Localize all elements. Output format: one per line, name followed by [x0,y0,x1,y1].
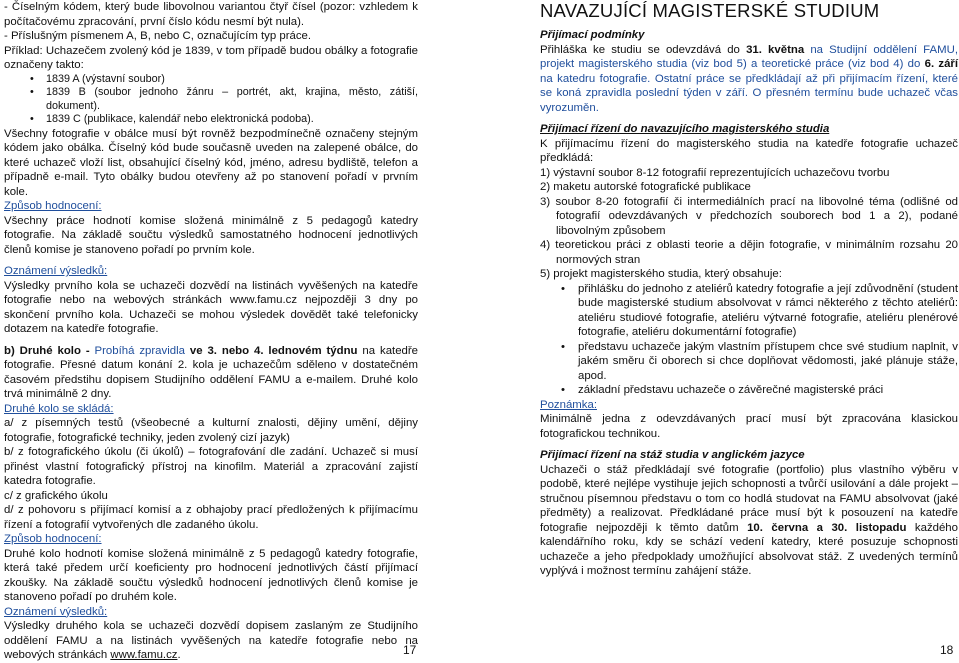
code-rule-2: - Příslušným písmenem A, B, nebo C, označujícím typ práce. [4,30,312,42]
requirement-1: 1) výstavní soubor 8-12 fotografií reprezentujících uchazečovu tvorbu [540,166,890,179]
internship-deadlines: 10. června a 30. listopadu [747,521,907,534]
requirement-2: 2) maketu autorské fotografické publikace [540,181,751,193]
part-c: c/ z grafického úkolu [4,489,108,502]
left-column [4,0,418,663]
deadline-may: 31. května [746,43,805,56]
requirement-4: 4) teoretickou práci z oblasti teorie a dějin fotografie, v minimálním rozsahu 20 normových stran [540,239,958,266]
heading-english-internship: Přijímací řízení na stáž studia v anglickém jazyce [540,449,805,461]
deadline-september: 6. září [924,58,958,70]
heading-results-2: Oznámení výsledků: [4,605,108,618]
procedure-intro: K přijímacímu řízení do magisterského studia na katedře fotografie uchazeč předkládá: [540,137,958,164]
heading-second-round-parts: Druhé kolo se skládá: [4,402,114,415]
example-item-c: • 1839 C (publikace, kalendář nebo elektronická podoba). [4,113,418,127]
heading-admission-conditions: Přijímací podmínky [540,29,645,41]
project-item-2: • představu uchazeče jakým vlastním přístupem chce své studium naplnit, v jakém směru či oborech si chce doplňovat vědomosti, jaké plánuje stáže, apod. [540,340,958,384]
part-a: a/ z písemných testů (všeobecné a kulturní znalosti, dějiny umění, dějiny fotografie, fotografické techniky, jeden zvolený cizí jazyk) [4,417,418,444]
requirement-5: 5) projekt magisterského studia, který obsahuje: [540,268,782,280]
requirement-3: 3) soubor 8-20 fotografií či intermediálních prací na libovolné téma (odlišné od fotografií odevzdávaných v předchozích souborech bod 1 a 2), podané libovolným způsobem [540,195,958,237]
second-round-date: ve 3. nebo 4. lednovém týdnu [189,344,358,357]
part-d: d/ z pohovoru s přijímací komisí a z obhajoby prací předložených k přijímacímu řízení a fotografií vytvořených dle zadaného úkolu. [4,504,418,531]
part-b: b/ z fotografického úkolu (či úkolů) – fotografování dle zadání. Uchazeč si musí přinést vlastní fotografický přístroj na kinofilm. Materiál a zpracování zajistí katedra fotografie. [4,446,418,487]
heading-evaluation-1: Způsob hodnocení: [4,200,102,212]
example-item-b: • 1839 B (soubor jednoho žánru – portrét, akt, krajina, město, zátiší, dokument). [4,86,418,113]
example-intro: Příklad: Uchazečem zvolený kód je 1839, v tom případě budou obálky a fotografie označeny takto: [4,44,418,71]
heading-results-1: Oznámení výsledků: [4,265,108,277]
results-paragraph-2: Výsledky druhého kola se uchazeči dozvědí dopisem zaslaným ze Studijního oddělení FAMU a na listinách vyvěšených na katedře fotografie nebo na webových stránkách www.famu.cz. [4,620,418,661]
page-number-left: 17 [403,643,417,657]
heading-evaluation-2: Způsob hodnocení: [4,533,102,545]
code-rule-1: - Číselným kódem, který bude libovolnou variantou čtyř čísel (pozor: vzhledem k počítačovému zpracování, první číslo kódu nesmí být nula). [4,1,418,28]
right-column [540,0,958,579]
internship-paragraph: Uchazeči o stáž předkládají své fotografie (portfolio) plus vlastního výběru v podobě, které nejlépe vystihuje jejich schopnosti a tvůrčí usilování a dále projekt – stručnou písemnou představu o tom co hodlá studovat na FAMU absolvovat (jaké předměty) a realizovat. Předkládané práce musí být k posouzení na katedře fotografie nejpozději k těmto datům 10. června a 30. listopadu každého kalendářního roku, kdy se schází vedení katedry, které posuzuje schopnosti uchazeče a jeho předpoklady umožňující absolvovat stáž. Z uvedených termínů vyplývá i možnost termínu zahájení stáže. [540,463,958,577]
project-item-3: • základní představu uchazeče o závěrečné magisterské práci [540,383,958,398]
heading-note: Poznámka: [540,398,597,411]
page-title: NAVAZUJÍCÍ MAGISTERSKÉ STUDIUM [540,0,880,21]
evaluation-paragraph-1: Všechny práce hodnotí komise složená minimálně z 5 pedagogů katedry fotografie. Na základě součtu výsledků samostatného hodnocení jednotlivých členů komise je stanoveno pořadí po prvním kole. [4,214,418,256]
example-item-a: • 1839 A (výstavní soubor) [4,73,418,87]
second-round-label: b) Druhé kolo - [4,344,90,357]
application-paragraph: Přihláška ke studiu se odevzdává do 31. května na Studijní oddělení FAMU, projekt magisterského studia (viz bod 5) a teoretické práce (viz bod 4) do 6. září na katedru fotografie. Ostatní práce se předkládají až při přijímacím řízení, které se koná zpravidla poslední týden v září. O přesném termínu bude uchazeč včas vyrozuměn. [540,43,958,114]
project-item-1: • přihlášku do jednoho z ateliérů katedry fotografie a její zdůvodnění (student bude magisterské studium absolvovat v rámci některého z těchto ateliérů: ateliéru studiové fotografie, ateliéru výtvarné fotografie, ateliéru plenérové fotografie, ateliéru dokumentární fotografie) [540,282,958,340]
second-round-paragraph: b) Druhé kolo - Probíhá zpravidla ve 3. nebo 4. lednovém týdnu na katedře fotografie. Přesné datum konání 2. kola je uchazečům sděleno v dostatečném časovém předstihu dopisem Studijního oddělení FAMU a e-mailem. Druhé kolo trvá minimálně 2 dny. [4,344,418,400]
famu-link[interactable]: www.famu.cz [110,649,178,661]
results-paragraph-1: Výsledky prvního kola se uchazeči dozvědí na listinách vyvěšených na katedře fotografie nebo na webových stránkách www.famu.cz nejpozději 3 dny po skončení prvního kola. Uchazeči se mohou výsledek dovědět také telefonicky dotazem na katedře fotografie. [4,279,418,335]
heading-admission-procedure: Přijímací řízení do navazujícího magisterského studia [540,123,830,135]
envelope-paragraph: Všechny fotografie v obálce musí být rovněž bezpodmínečně označeny stejným kódem jako obálka. Číselný kód bude současně uveden na zalepené obálce, do které uchazeč vloží list, obsahující číselný kód, jméno, adresu bydliště, telefon a případně e-mail. Tyto obálky budou otevřeny až po stanovení pořadí v prvním kole. [4,127,418,198]
evaluation-paragraph-2: Druhé kolo hodnotí komise složená minimálně z 5 pedagogů katedry fotografie, která také předem určí koeficienty pro hodnocení jednotlivých částí přijímací zkoušky. Na základě součtu výsledků hodnocení jednotlivých členů komise je stanoveno pořadí po druhém kole. [4,547,418,603]
note-paragraph: Minimálně jedna z odevzdávaných prací musí být zpracována klasickou fotografickou technikou. [540,413,958,440]
page-number-right: 18 [940,643,954,657]
